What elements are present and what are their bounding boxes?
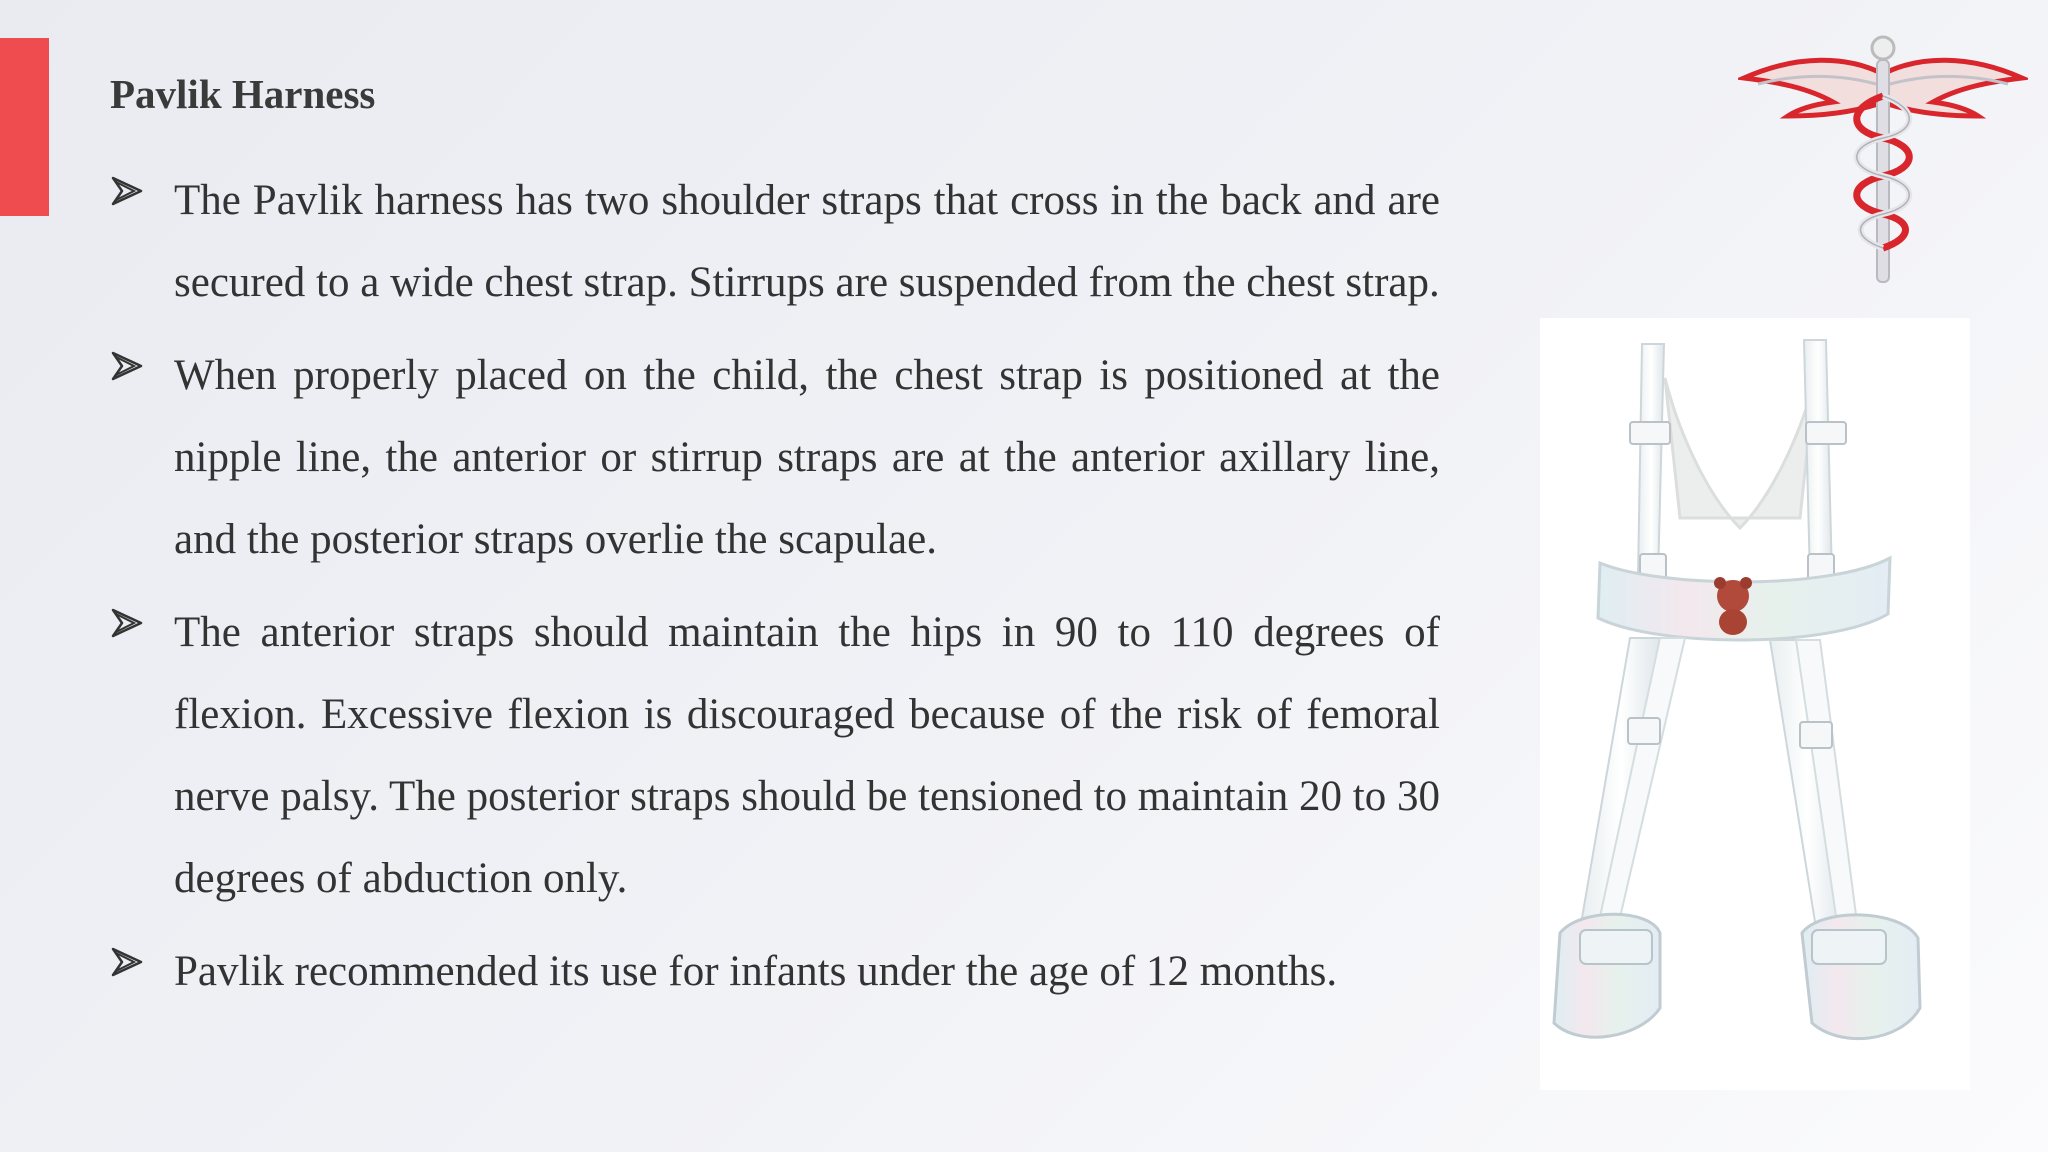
bullet-item: [110, 335, 1440, 581]
arrow-bullet-icon: [110, 174, 144, 208]
arrow-bullet-icon: [110, 606, 144, 640]
bullet-list: [110, 160, 1440, 1024]
arrow-bullet-icon: [110, 349, 144, 383]
bullet-text: When properly placed on the child, the chest strap is positioned at the nipple line, the anterior or stirrup straps are at the anterior axillary line, and the posterior straps overlie the scapulae.: [174, 352, 1440, 563]
harness-photo-frame: [1540, 318, 1970, 1090]
bullet-text: The anterior straps should maintain the hips in 90 to 110 degrees of flexion. Excessive flexion is discouraged because of the risk of femoral nerve palsy. The posterior straps should be tensioned to maintain 20 to 30 degrees of abduction only.: [174, 609, 1440, 902]
pavlik-harness-photo: [1540, 318, 1970, 1090]
caduceus-icon: [1738, 26, 2028, 286]
bullet-item: [110, 931, 1440, 1013]
arrow-bullet-icon: [110, 945, 144, 979]
bullet-text: Pavlik recommended its use for infants under the age of 12 months.: [174, 948, 1338, 995]
accent-bar: [0, 38, 49, 216]
bullet-text: The Pavlik harness has two shoulder straps that cross in the back and are secured to a wide chest strap. Stirrups are suspended from the chest strap.: [174, 177, 1440, 306]
bullet-item: [110, 160, 1440, 324]
slide-title: Pavlik Harness: [110, 71, 376, 117]
bullet-item: [110, 592, 1440, 920]
